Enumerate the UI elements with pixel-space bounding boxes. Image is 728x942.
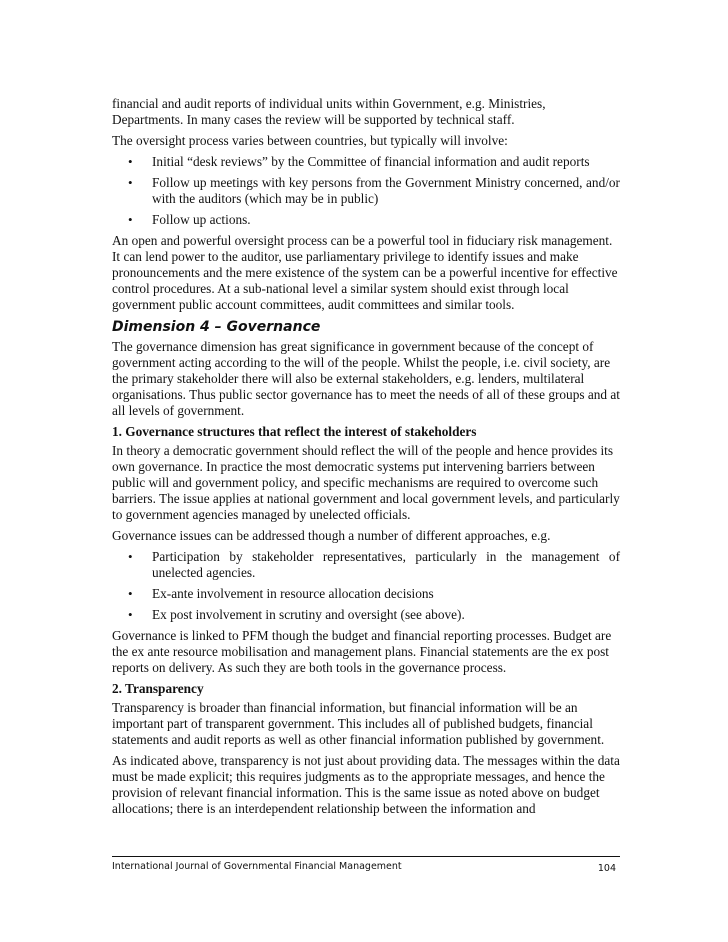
bullet-icon: •: [128, 586, 133, 601]
approaches-bullet-list: [112, 549, 620, 623]
document-page: [112, 96, 620, 822]
list-item: [112, 607, 620, 623]
list-item-text: Participation by stakeholder representatives, particularly in the management of unelected agencies.: [152, 549, 620, 580]
paragraph-pfm: Governance is linked to PFM though the budget and financial reporting processes. Budget are the ex ante resource mobilisation and management plans. Financial statements are the ex post reports on delivery. As such they are both tools in the governance process.: [112, 628, 612, 675]
paragraph-oversight-power: An open and powerful oversight process can be a powerful tool in fiduciary risk management. It can lend power to the auditor, use parliamentary privilege to identify issues and make pronouncements and the mere existence of the system can be a powerful incentive for effective control procedures. At a sub-national level a similar system should exist through local government public account committees, audit committees and similar tools.: [112, 233, 618, 312]
subheading-transparency: 2. Transparency: [112, 681, 204, 696]
list-item-text: Follow up actions.: [152, 212, 251, 227]
bullet-icon: •: [128, 175, 133, 190]
paragraph-theory: In theory a democratic government should reflect the will of the people and hence provides its own governance. In practice the most democratic systems put intervening barriers between public will and government policy, and specific mechanisms are required to overcome such barriers. The issue applies at national government and local government levels, and particularly to government agencies managed by unelected officials.: [112, 443, 620, 522]
footer-journal-title: International Journal of Governmental Financial Management: [112, 861, 402, 872]
oversight-bullet-list: [112, 154, 620, 228]
list-item: [112, 549, 620, 581]
list-item-text: Ex-ante involvement in resource allocation decisions: [152, 586, 434, 601]
page-number: 104: [597, 863, 616, 874]
bullet-icon: •: [128, 212, 133, 227]
paragraph-data: As indicated above, transparency is not just about providing data. The messages within the data must be made explicit; this requires judgments as to the appropriate messages, and hence the provision of relevant financial information. This is the same issue as noted above on budget allocations; there is an interdependent relationship between the information and: [112, 753, 620, 816]
bullet-icon: •: [128, 607, 133, 622]
page-footer: [112, 856, 620, 874]
paragraph-governance: The governance dimension has great significance in government because of the concept of government acting according to the will of the people. Whilst the people, i.e. civil society, are the primary stakeholder there will also be external stakeholders, e.g. lenders, multilateral organisations. Thus public sector governance has to meet the needs of all of these groups and at all levels of government.: [112, 339, 620, 418]
paragraph-oversight-lead: The oversight process varies between countries, but typically will involve:: [112, 133, 508, 148]
list-item-text: Ex post involvement in scrutiny and oversight (see above).: [152, 607, 465, 622]
paragraph-approaches: Governance issues can be addressed though a number of different approaches, e.g.: [112, 528, 551, 543]
list-item: [112, 212, 620, 228]
section-heading-dimension-4: Dimension 4 – Governance: [112, 319, 321, 335]
subheading-governance-structures: 1. Governance structures that reflect the interest of stakeholders: [112, 424, 477, 439]
paragraph-transparency: Transparency is broader than financial information, but financial information will be an important part of transparent government. This includes all of published budgets, financial statements and audit reports as well as other financial information published by government.: [112, 700, 605, 747]
paragraph-intro: financial and audit reports of individual units within Government, e.g. Ministries, Departments. In many cases the review will be supported by technical staff.: [112, 96, 546, 127]
list-item-text: Follow up meetings with key persons from the Government Ministry concerned, and/or with the auditors (which may be in public): [152, 175, 620, 206]
bullet-icon: •: [128, 549, 133, 564]
list-item: [112, 154, 620, 170]
list-item: [112, 586, 620, 602]
list-item-text: Initial “desk reviews” by the Committee of financial information and audit reports: [152, 154, 590, 169]
bullet-icon: •: [128, 154, 133, 169]
list-item: [112, 175, 620, 207]
